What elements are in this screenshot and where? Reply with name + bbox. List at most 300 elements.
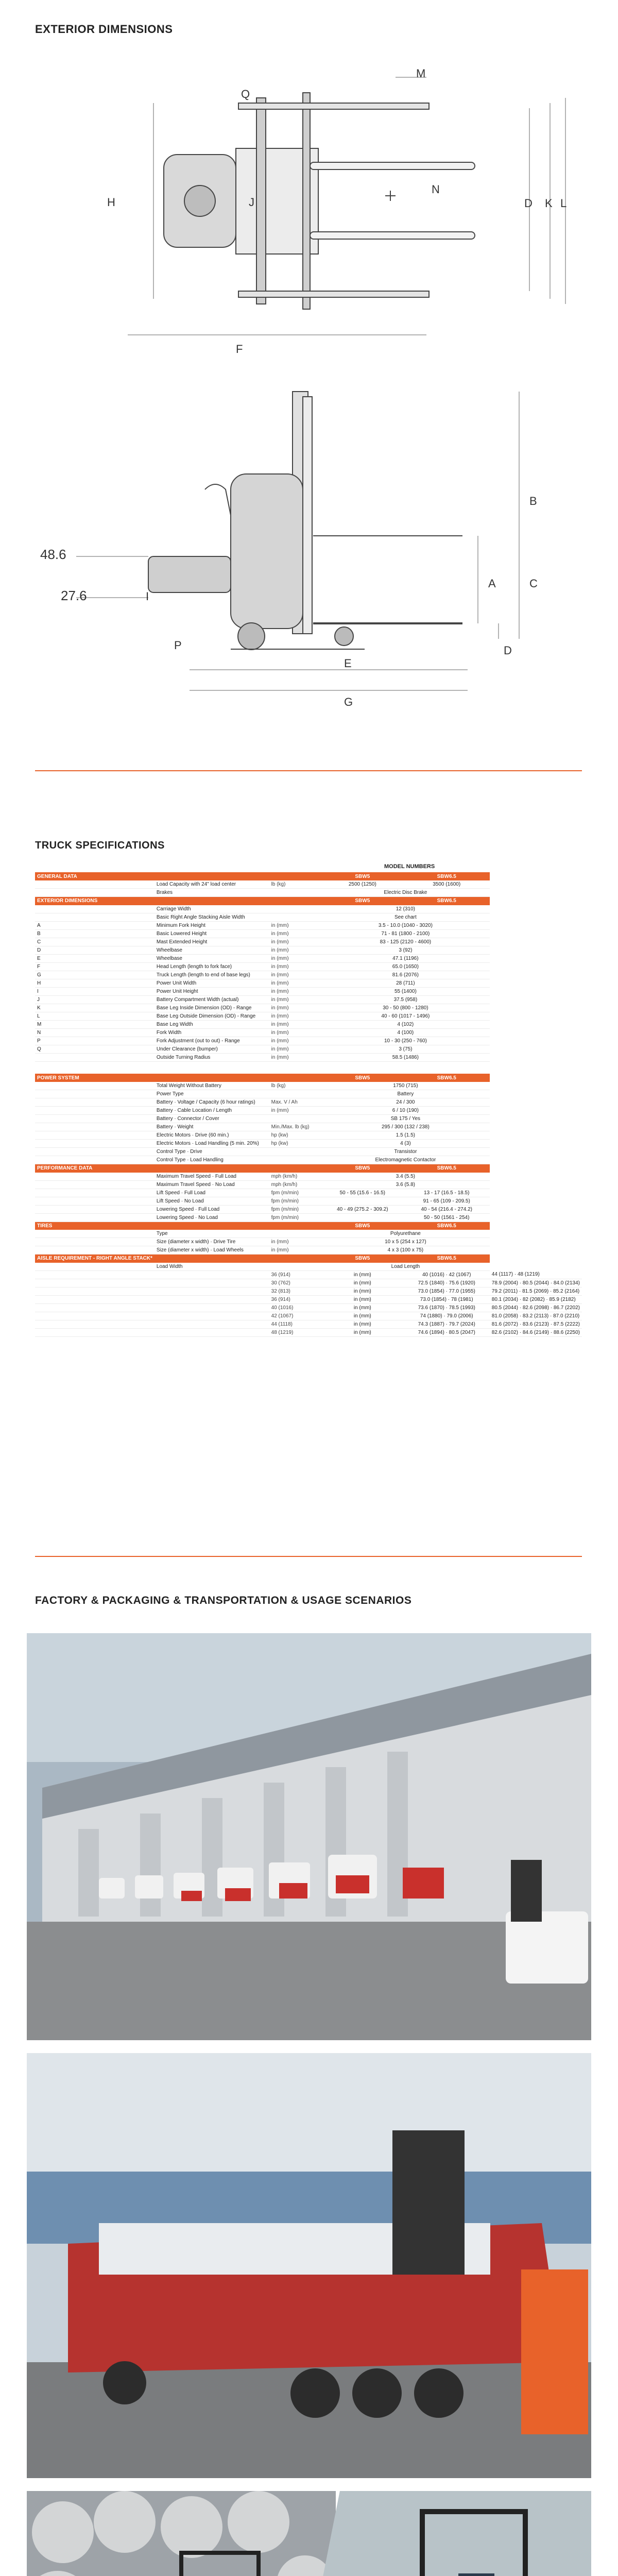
spec-cell: 91 - 65 (109 - 209.5) — [404, 1197, 490, 1205]
spec-cell — [154, 1328, 269, 1336]
spec-row — [35, 1045, 582, 1053]
spec-row — [35, 921, 582, 929]
spec-cell: mph (km/h) — [269, 1180, 321, 1189]
spec-cell: lb (kg) — [269, 1082, 321, 1090]
spec-cell: 47.1 (1196) — [321, 954, 490, 962]
spec-cell: in (mm) — [269, 1246, 321, 1255]
spec-row — [35, 1028, 582, 1037]
spec-cell: in (mm) — [269, 979, 321, 987]
spec-cell — [35, 913, 154, 921]
spec-section-row — [35, 897, 582, 905]
spec-cell: in (mm) — [269, 962, 321, 971]
spec-cell: 42 (1067) — [269, 1312, 321, 1320]
spec-cell — [321, 1197, 404, 1205]
spec-cell: Truck Length (length to end of base legs) — [154, 971, 269, 979]
spec-cell — [35, 1270, 154, 1279]
spec-cell — [154, 1061, 269, 1074]
spec-cell: 40 - 49 (275.2 - 309.2) — [321, 1205, 404, 1213]
spec-cell: See chart — [321, 913, 490, 921]
spec-row — [35, 1140, 582, 1148]
spec-cell: Fork Width — [154, 1028, 269, 1037]
dim-c-label: C — [529, 577, 538, 590]
spec-row — [35, 971, 582, 979]
spec-cell: in (mm) — [269, 995, 321, 1004]
spec-row — [35, 1173, 582, 1181]
spec-cell — [154, 1222, 269, 1230]
spec-cell: in (mm) — [269, 938, 321, 946]
spec-row — [35, 1012, 582, 1020]
spec-cell — [35, 1287, 154, 1295]
spec-cell: 65.0 (1650) — [321, 962, 490, 971]
spec-cell: H — [35, 979, 154, 987]
spec-row — [35, 1287, 582, 1295]
spec-cell: mph (km/h) — [269, 1173, 321, 1181]
spec-row — [35, 954, 582, 962]
spec-cell: 58.5 (1486) — [321, 1053, 490, 1061]
spec-cell: in (mm) — [269, 921, 321, 929]
spec-cell: SBW5 — [321, 1222, 404, 1230]
spec-cell — [35, 1246, 154, 1255]
dim-k-label: K — [545, 197, 553, 210]
spec-cell: SB 175 / Yes — [321, 1115, 490, 1123]
spec-cell: 13 - 17 (16.5 - 18.5) — [404, 1189, 490, 1197]
spec-cell: in (mm) — [269, 1238, 321, 1246]
spec-cell: Battery · Connector / Cover — [154, 1115, 269, 1123]
spec-cell: 74 (1880) · 79.0 (2006) — [404, 1312, 490, 1320]
spec-cell: in (mm) — [321, 1303, 404, 1312]
spec-cell: in (mm) — [321, 1287, 404, 1295]
dim-d-label: D — [524, 197, 533, 210]
spec-cell: SBW5 — [321, 872, 404, 880]
spec-row — [35, 946, 582, 954]
spec-row — [35, 1238, 582, 1246]
spec-cell — [321, 1061, 404, 1074]
spec-row — [35, 1037, 582, 1045]
spec-cell: Load Length — [321, 1263, 490, 1271]
spec-cell: POWER SYSTEM — [35, 1074, 154, 1082]
spec-cell — [269, 872, 321, 880]
spec-row — [35, 889, 582, 897]
spec-cell: SBW6.5 — [404, 1074, 490, 1082]
spec-cell: 32 (813) — [269, 1287, 321, 1295]
spec-cell — [154, 1270, 269, 1279]
spec-cell — [35, 889, 154, 897]
spec-cell: 73.0 (1854) · 78 (1981) — [404, 1295, 490, 1303]
spec-cell: Battery · Voltage / Capacity (6 hour ratings) — [154, 1098, 269, 1107]
spec-row — [35, 1303, 582, 1312]
spec-cell: Transistor — [321, 1148, 490, 1156]
spec-cell — [35, 880, 154, 889]
spec-row — [35, 1246, 582, 1255]
spec-cell: SBW6.5 — [404, 897, 490, 905]
spec-cell: fpm (m/min) — [269, 1189, 321, 1197]
spec-row — [35, 1205, 582, 1213]
spec-cell: I — [35, 987, 154, 995]
spec-cell: 50 - 50 (1561 - 254) — [404, 1213, 490, 1222]
spec-cell: fpm (m/min) — [269, 1213, 321, 1222]
spec-cell: F — [35, 962, 154, 971]
dim-n-label: N — [432, 183, 440, 196]
spec-cell — [35, 905, 154, 913]
spec-cell: Lift Speed · No Load — [154, 1197, 269, 1205]
spec-row — [35, 1213, 582, 1222]
spec-row — [35, 995, 582, 1004]
spec-cell: 28 (711) — [321, 979, 490, 987]
spec-cell — [154, 1303, 269, 1312]
spec-cell: in (mm) — [269, 929, 321, 938]
dim-l-label: L — [560, 197, 567, 210]
divider-2 — [35, 1556, 582, 1557]
spec-cell: 81.6 (2076) — [321, 971, 490, 979]
spec-cell: Battery Compartment Width (actual) — [154, 995, 269, 1004]
dim-48-value: 48.6 — [40, 547, 66, 562]
spec-row — [35, 1320, 582, 1328]
spec-cell — [269, 1115, 321, 1123]
spec-cell: M — [35, 1020, 154, 1028]
spec-cell: 37.5 (958) — [321, 995, 490, 1004]
spec-cell — [154, 1295, 269, 1303]
spec-cell — [269, 1255, 321, 1263]
spec-cell: 81.6 (2072) · 83.6 (2123) · 87.5 (2222) — [490, 1320, 582, 1328]
specs-table — [35, 872, 582, 1337]
spec-cell: 44 (1117) · 48 (1219) — [490, 1270, 582, 1279]
spec-cell — [154, 1074, 269, 1082]
spec-section-row — [35, 1255, 582, 1263]
spec-cell: SBW6.5 — [404, 1164, 490, 1173]
spec-cell: Load Width — [154, 1263, 269, 1271]
spec-cell: in (mm) — [269, 1004, 321, 1012]
spec-cell: Lift Speed · Full Load — [154, 1189, 269, 1197]
spec-row — [35, 979, 582, 987]
spec-cell: Type — [154, 1230, 269, 1238]
spec-cell: Electric Motors · Load Handling (5 min. 20%) — [154, 1140, 269, 1148]
spec-cell — [35, 1148, 154, 1156]
spec-row — [35, 962, 582, 971]
spec-row — [35, 938, 582, 946]
spec-row — [35, 1279, 582, 1287]
spec-cell: Min./Max. lb (kg) — [269, 1123, 321, 1131]
spec-section-row — [35, 1222, 582, 1230]
spec-cell: 30 - 50 (800 - 1280) — [321, 1004, 490, 1012]
spec-cell: in (mm) — [321, 1270, 404, 1279]
spec-cell: 73.6 (1870) · 78.5 (1993) — [404, 1303, 490, 1312]
model-numbers-label: MODEL NUMBERS — [384, 863, 435, 870]
spec-section-row — [35, 1164, 582, 1173]
spec-cell: Wheelbase — [154, 946, 269, 954]
spec-cell: hp (kw) — [269, 1140, 321, 1148]
spec-cell: TIRES — [35, 1222, 154, 1230]
spec-cell — [154, 1255, 269, 1263]
spec-cell — [269, 1074, 321, 1082]
spec-section-row — [35, 872, 582, 880]
spec-cell: 80.5 (2044) · 82.6 (2098) · 86.7 (2202) — [490, 1303, 582, 1312]
spec-cell: Head Length (length to fork face) — [154, 962, 269, 971]
spec-cell — [35, 1238, 154, 1246]
spec-cell — [35, 1123, 154, 1131]
spec-cell: L — [35, 1012, 154, 1020]
spec-cell — [269, 1090, 321, 1098]
spec-cell: 79.2 (2011) · 81.5 (2069) · 85.2 (2164) — [490, 1287, 582, 1295]
spec-cell: 3.6 (5.8) — [321, 1180, 490, 1189]
spec-cell — [269, 889, 321, 897]
spec-row — [35, 913, 582, 921]
spec-cell: Outside Turning Radius — [154, 1053, 269, 1061]
spec-cell: SBW5 — [321, 1074, 404, 1082]
factory-title: FACTORY & PACKAGING & TRANSPORTATION & USAGE SCENARIOS — [35, 1595, 412, 1606]
spec-cell: Wheelbase — [154, 954, 269, 962]
spec-cell: in (mm) — [321, 1320, 404, 1328]
spec-row — [35, 1263, 582, 1271]
photo-truck-loading — [27, 2053, 591, 2478]
spec-cell — [154, 1164, 269, 1173]
spec-cell: Fork Adjustment (out to out) - Range — [154, 1037, 269, 1045]
spec-cell: 4 (3) — [321, 1140, 490, 1148]
spec-cell: in (mm) — [269, 1045, 321, 1053]
spec-row — [35, 880, 582, 889]
spec-cell: Q — [35, 1045, 154, 1053]
spec-cell — [35, 1279, 154, 1287]
spec-cell — [35, 1140, 154, 1148]
spec-gap-row — [35, 1061, 582, 1074]
spec-cell: AISLE REQUIREMENT - RIGHT ANGLE STACK* — [35, 1255, 154, 1263]
spec-cell — [35, 1082, 154, 1090]
spec-cell: SBW6.5 — [404, 1255, 490, 1263]
spec-cell: fpm (m/min) — [269, 1197, 321, 1205]
spec-cell: Electromagnetic Contactor — [321, 1156, 490, 1164]
spec-cell — [269, 1148, 321, 1156]
spec-cell: Power Type — [154, 1090, 269, 1098]
spec-cell: 40 - 60 (1017 - 1496) — [321, 1012, 490, 1020]
dim-p-label: P — [174, 639, 182, 652]
spec-cell — [35, 1230, 154, 1238]
spec-cell: 3500 (1600) — [404, 880, 490, 889]
spec-cell: 10 x 5 (254 x 127) — [321, 1238, 490, 1246]
spec-cell: Control Type · Drive — [154, 1148, 269, 1156]
dim-g-label: G — [344, 696, 353, 708]
spec-cell: SBW6.5 — [404, 872, 490, 880]
spec-cell: E — [35, 954, 154, 962]
spec-cell — [269, 1061, 321, 1074]
spec-row — [35, 1115, 582, 1123]
specs-table-wrap — [35, 872, 582, 1337]
dim-f-label: F — [236, 343, 243, 355]
spec-cell: J — [35, 995, 154, 1004]
spec-cell: 1750 (715) — [321, 1082, 490, 1090]
spec-cell: in (mm) — [269, 1107, 321, 1115]
spec-row — [35, 1090, 582, 1098]
spec-cell: Total Weight Without Battery — [154, 1082, 269, 1090]
spec-cell: 55 (1400) — [321, 987, 490, 995]
spec-cell: in (mm) — [269, 1053, 321, 1061]
spec-cell: Maximum Travel Speed · Full Load — [154, 1173, 269, 1181]
spec-cell: SBW5 — [321, 1164, 404, 1173]
spec-row — [35, 1004, 582, 1012]
spec-cell: Size (diameter x width) · Load Wheels — [154, 1246, 269, 1255]
spec-cell: 82.6 (2102) · 84.6 (2149) · 88.6 (2250) — [490, 1328, 582, 1336]
divider-1 — [35, 770, 582, 771]
spec-cell: G — [35, 971, 154, 979]
spec-section-row — [35, 1074, 582, 1082]
spec-row — [35, 1189, 582, 1197]
spec-cell: 50 - 55 (15.6 - 16.5) — [321, 1189, 404, 1197]
dim-a-label: A — [488, 577, 496, 590]
spec-cell: Base Leg Width — [154, 1020, 269, 1028]
spec-cell: lb (kg) — [269, 880, 321, 889]
spec-cell: in (mm) — [269, 971, 321, 979]
spec-cell — [35, 1098, 154, 1107]
spec-cell: Load Capacity with 24" load center — [154, 880, 269, 889]
spec-cell: Power Unit Height — [154, 987, 269, 995]
spec-cell: in (mm) — [321, 1295, 404, 1303]
top-view-drawing — [35, 57, 583, 371]
spec-cell — [154, 1279, 269, 1287]
spec-row — [35, 1123, 582, 1131]
spec-cell: 295 / 300 (132 / 238) — [321, 1123, 490, 1131]
spec-cell — [35, 1189, 154, 1197]
spec-cell: Battery — [321, 1090, 490, 1098]
spec-cell — [269, 897, 321, 905]
spec-cell — [269, 1230, 321, 1238]
dim-h-label: H — [107, 196, 115, 209]
exterior-dimensions-title: EXTERIOR DIMENSIONS — [35, 23, 173, 36]
spec-cell: in (mm) — [321, 1312, 404, 1320]
spec-row — [35, 987, 582, 995]
spec-cell: 4 (100) — [321, 1028, 490, 1037]
spec-cell — [269, 1156, 321, 1164]
spec-cell: in (mm) — [269, 946, 321, 954]
spec-cell: 30 (762) — [269, 1279, 321, 1287]
spec-row — [35, 1312, 582, 1320]
spec-cell: Under Clearance (bumper) — [154, 1045, 269, 1053]
spec-cell: 78.9 (2004) · 80.5 (2044) · 84.0 (2134) — [490, 1279, 582, 1287]
spec-cell: 6 / 10 (190) — [321, 1107, 490, 1115]
spec-cell: Base Leg Inside Dimension (OD) - Range — [154, 1004, 269, 1012]
spec-cell: 71 - 81 (1800 - 2100) — [321, 929, 490, 938]
spec-cell: Carriage Width — [154, 905, 269, 913]
spec-cell: 4 x 3 (100 x 75) — [321, 1246, 490, 1255]
spec-cell — [154, 897, 269, 905]
spec-cell — [269, 1222, 321, 1230]
spec-cell: 83 - 125 (2120 - 4600) — [321, 938, 490, 946]
spec-cell: Electric Motors · Drive (60 min.) — [154, 1131, 269, 1140]
spec-cell: Control Type · Load Handling — [154, 1156, 269, 1164]
spec-cell: Power Unit Width — [154, 979, 269, 987]
spec-cell — [35, 1263, 154, 1271]
spec-cell — [35, 1180, 154, 1189]
spec-cell: Mast Extended Height — [154, 938, 269, 946]
spec-row — [35, 1328, 582, 1336]
spec-cell — [35, 1115, 154, 1123]
spec-cell: hp (kw) — [269, 1131, 321, 1140]
spec-cell: PERFORMANCE DATA — [35, 1164, 154, 1173]
spec-cell — [35, 1312, 154, 1320]
dim-j-label: J — [249, 196, 254, 209]
spec-row — [35, 1131, 582, 1140]
spec-cell: 40 (1016) · 42 (1067) — [404, 1270, 490, 1279]
dim-d-side-label: D — [504, 644, 512, 657]
spec-cell: EXTERIOR DIMENSIONS — [35, 897, 154, 905]
spec-cell: Max. V / Ah — [269, 1098, 321, 1107]
spec-cell: Lowering Speed · No Load — [154, 1213, 269, 1222]
spec-row — [35, 1020, 582, 1028]
spec-row — [35, 1107, 582, 1115]
spec-cell — [35, 1090, 154, 1098]
spec-cell — [35, 1295, 154, 1303]
spec-cell — [269, 1263, 321, 1271]
spec-cell — [35, 1053, 154, 1061]
spec-row — [35, 929, 582, 938]
spec-row — [35, 1197, 582, 1205]
spec-row — [35, 1295, 582, 1303]
spec-cell: SBW5 — [321, 897, 404, 905]
spec-cell — [404, 1061, 490, 1074]
spec-cell: in (mm) — [269, 1028, 321, 1037]
spec-cell: in (mm) — [269, 1037, 321, 1045]
spec-cell — [35, 1320, 154, 1328]
spec-cell: Maximum Travel Speed · No Load — [154, 1180, 269, 1189]
spec-cell: fpm (m/min) — [269, 1205, 321, 1213]
spec-cell: 80.1 (2034) · 82 (2082) · 85.9 (2182) — [490, 1295, 582, 1303]
spec-cell: Minimum Fork Height — [154, 921, 269, 929]
spec-cell: 10 - 30 (250 - 760) — [321, 1037, 490, 1045]
spec-cell: 81.0 (2058) · 83.2 (2113) · 87.0 (2210) — [490, 1312, 582, 1320]
spec-cell: 40 - 54 (216.4 - 274.2) — [404, 1205, 490, 1213]
spec-cell: 73.0 (1854) · 77.0 (1955) — [404, 1287, 490, 1295]
spec-row — [35, 1082, 582, 1090]
spec-cell: SBW5 — [321, 1255, 404, 1263]
spec-row — [35, 1230, 582, 1238]
spec-cell: B — [35, 929, 154, 938]
spec-cell: Basic Right Angle Stacking Aisle Width — [154, 913, 269, 921]
spec-cell: Battery · Cable Location / Length — [154, 1107, 269, 1115]
spec-row — [35, 1270, 582, 1279]
photo-warehouse-forklifts — [27, 1633, 591, 2040]
spec-cell: P — [35, 1037, 154, 1045]
spec-row — [35, 1053, 582, 1061]
spec-cell — [154, 1287, 269, 1295]
spec-cell: in (mm) — [321, 1328, 404, 1336]
spec-cell: 3.4 (5.5) — [321, 1173, 490, 1181]
spec-cell: 72.5 (1840) · 75.6 (1920) — [404, 1279, 490, 1287]
spec-row — [35, 1156, 582, 1164]
photo-forklift-bales — [27, 2491, 336, 2576]
spec-cell: 48 (1219) — [269, 1328, 321, 1336]
spec-cell: C — [35, 938, 154, 946]
spec-cell — [35, 1205, 154, 1213]
spec-cell: Electric Disc Brake — [321, 889, 490, 897]
spec-row — [35, 1098, 582, 1107]
spec-cell: K — [35, 1004, 154, 1012]
spec-cell: 24 / 300 — [321, 1098, 490, 1107]
spec-cell: 1.5 (1.5) — [321, 1131, 490, 1140]
spec-cell — [35, 1131, 154, 1140]
spec-cell — [154, 1320, 269, 1328]
spec-cell: Brakes — [154, 889, 269, 897]
spec-cell: 3.5 - 10.0 (1040 - 3020) — [321, 921, 490, 929]
spec-cell: 74.3 (1887) · 79.7 (2024) — [404, 1320, 490, 1328]
spec-cell: N — [35, 1028, 154, 1037]
spec-cell: 74.6 (1894) · 80.5 (2047) — [404, 1328, 490, 1336]
spec-cell — [35, 1061, 154, 1074]
spec-cell — [35, 1197, 154, 1205]
spec-cell — [269, 1164, 321, 1173]
spec-cell: 36 (914) — [269, 1295, 321, 1303]
spec-cell: D — [35, 946, 154, 954]
spec-cell: 40 (1016) — [269, 1303, 321, 1312]
spec-cell — [269, 913, 321, 921]
spec-cell: Base Leg Outside Dimension (OD) - Range — [154, 1012, 269, 1020]
dim-b-label: B — [529, 495, 537, 507]
